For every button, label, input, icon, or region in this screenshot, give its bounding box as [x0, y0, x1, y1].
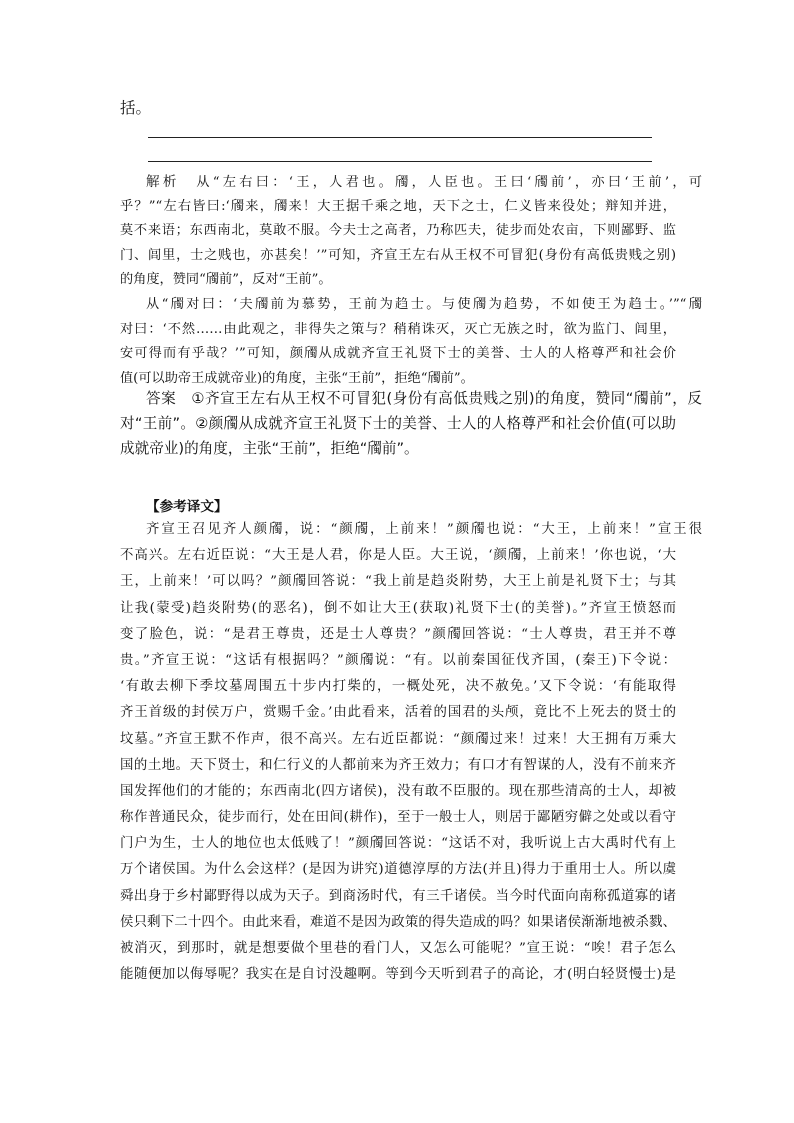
reference-translation-heading: 【参考译文】: [146, 499, 228, 515]
translation-line: 舜出身于乡村鄙野得以成为天子。到商汤时代，有三千诸侯。当今时代面向南称孤道寡的诸: [120, 888, 676, 904]
analysis-label: 解析: [146, 174, 180, 190]
translation-line: 不高兴。左右近臣说：“大王是人君，你是人臣。大王说，‘颜斶，上前来！’你也说，‘大: [120, 548, 676, 564]
translation-line: 国的土地。天下贤士，和仁行义的人都前来为齐王效力；有口才有智谋的人，没有不前来齐: [120, 757, 676, 773]
analysis-line: 对曰：‘不然……由此观之，非得失之策与？稍稍诛灭，灭亡无族之时，欲为监门、闾里，: [120, 321, 676, 337]
translation-line: 让我(蒙受)趋炎附势(的恶名)，倒不如让大王(获取)礼贤下士(的美誉)。”齐宣王愤怒而: [120, 600, 676, 616]
analysis-line: 安可得而有乎哉？’”可知，颜斶从成就齐宣王礼贤下士的美誉、士人的人格尊严和社会价: [120, 346, 676, 362]
answer-line: 答案 ①齐宣王左右从王权不可冒犯(身份有高低贵贱之别)的角度，赞同“斶前”，反: [146, 390, 702, 407]
analysis-line: 的角度，赞同“斶前”，反对“王前”。: [120, 272, 332, 288]
translation-line: 齐王首级的封侯万户，赏赐千金。’由此看来，活着的国君的头颅，竟比不上死去的贤士的: [120, 705, 676, 721]
analysis-line: 值(可以助帝王成就帝业)的角度，主张“王前”，拒绝“斶前”。: [120, 370, 474, 386]
translation-line: 能随便加以侮辱呢？我实在是自讨没趣啊。等到今天听到君子的高论，才(明白轻贤慢士)是: [120, 967, 676, 983]
translation-line: 贵。”齐宣王说：“这话有根据吗？”颜斶说：“有。以前秦国征伐齐国，(秦王)下令说：: [120, 652, 676, 668]
translation-line: 坟墓。”齐宣王默不作声，很不高兴。左右近臣都说：“颜斶过来！过来！大王拥有万乘大: [120, 731, 676, 747]
analysis-section: [120, 170, 702, 391]
analysis-line: 门、闾里，士之贱也，亦甚矣！’”可知，齐宣王左右从王权不可冒犯(身份有高低贵贱之别): [120, 247, 676, 263]
answer-label: 答案: [146, 390, 177, 407]
analysis-line: 乎？”“左右皆曰:‘斶来，斶来！大王据千乘之地，天下之士，仁义皆来役处；辩知并进，: [120, 198, 676, 214]
translation-line: 侯只剩下二十四个。由此来看，难道不是因为政策的得失造成的吗？如果诸侯渐渐地被杀戮、: [120, 914, 676, 930]
translation-line: 门户为生，士人的地位也太低贱了！”颜斶回答说：“这话不对，我听说上古大禹时代有上: [120, 836, 676, 852]
answer-section: [120, 386, 702, 461]
analysis-line: 解析 从“左右曰：‘王，人君也。斶，人臣也。王曰‘斶前’，亦曰‘王前’，可: [146, 174, 702, 190]
translation-section: [120, 517, 702, 988]
translation-line: 国发挥他们的才能的；东西南北(四方诸侯)，没有敢不臣服的。现在那些清高的士人，却被: [120, 783, 676, 799]
translation-line: 被消灭，到那时，就是想要做个里巷的看门人，又怎么可能呢？”宣王说：“唉！君子怎么: [120, 941, 676, 956]
answer-line: 对“王前”。②颜斶从成就齐宣王礼贤下士的美誉、士人的人格尊严和社会价值(可以助: [120, 415, 676, 432]
translation-line: 齐宣王召见齐人颜斶，说：“颜斶，上前来！”颜斶也说：“大王，上前来！”宣王很: [146, 522, 702, 537]
analysis-line: 莫不来语；东西南北，莫敢不服。今夫士之高者，乃称匹夫，徒步而处农亩，下则鄙野、监: [120, 223, 676, 239]
translation-line: ‘有敢去柳下季坟墓周围五十步内打柴的，一概处死，决不赦免。’又下令说：‘有能取得: [120, 679, 676, 695]
analysis-line: 从“斶对曰：‘夫斶前为慕势，王前为趋士。与使斶为趋势，不如使王为趋士。’”“斶: [146, 296, 702, 312]
leftover-text: 括。: [120, 99, 152, 117]
answer-line-1: [148, 137, 652, 138]
translation-line: 万个诸侯国。为什么会这样？(是因为讲究)道德淳厚的方法(并且)得力于重用士人。所以虞: [120, 862, 676, 878]
answer-line-2: [148, 161, 652, 162]
translation-line: 变了脸色，说：“是君王尊贵，还是士人尊贵？”颜斶回答说：“士人尊贵，君王并不尊: [120, 626, 676, 642]
translation-line: 称作普通民众，徒步而行，处在田间(耕作)，至于一般士人，则居于鄙陋穷僻之处或以看守: [120, 810, 676, 826]
translation-line: 王，上前来！’可以吗？”颜斶回答说：“我上前是趋炎附势，大王上前是礼贤下士；与其: [120, 574, 676, 590]
answer-line: 成就帝业)的角度，主张“王前”，拒绝“斶前”。: [120, 440, 419, 457]
